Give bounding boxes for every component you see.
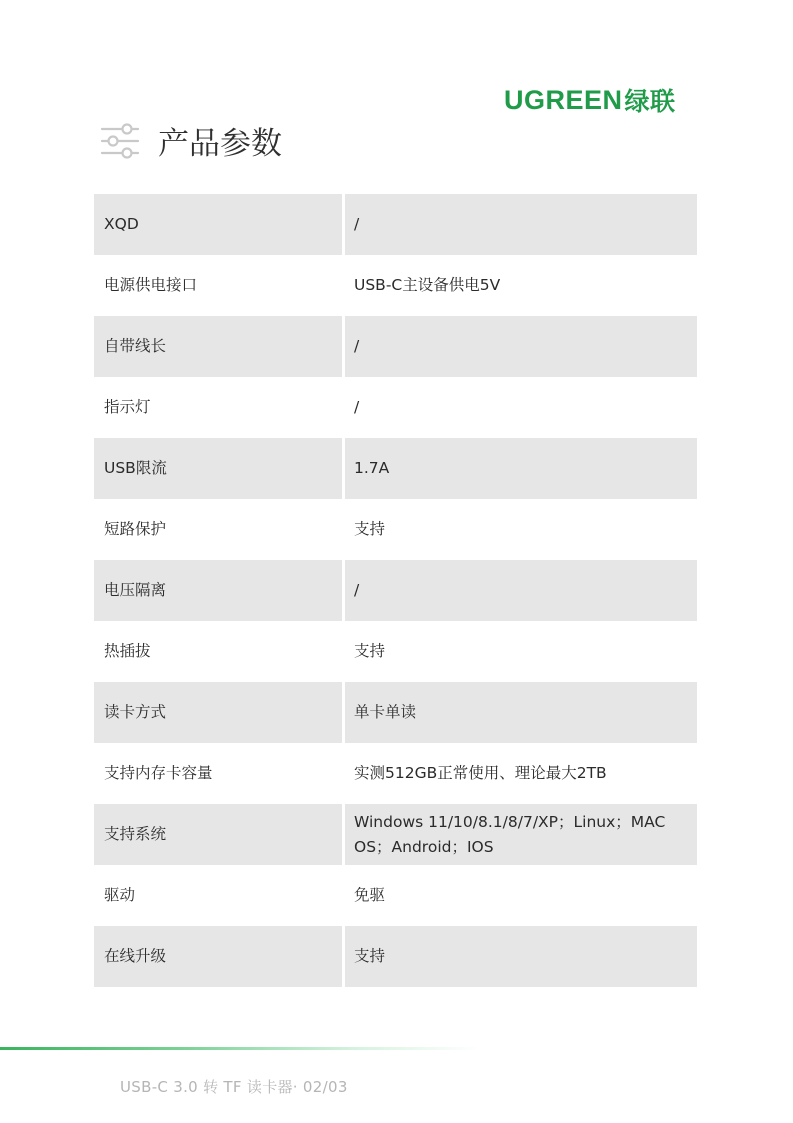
footer-divider [0, 1047, 480, 1050]
brand-logo [504, 84, 676, 116]
spec-value: Windows 11/10/8.1/8/7/XP；Linux；MAC OS；Android；IOS [345, 804, 697, 865]
spec-value: 1.7A [345, 438, 697, 499]
brand-name-cn: 绿联 [624, 87, 676, 116]
table-row [94, 621, 697, 682]
page-title: 产品参数 [158, 126, 282, 162]
spec-key: USB限流 [94, 438, 342, 499]
table-row [94, 560, 697, 621]
table-row [94, 316, 697, 377]
spec-value: 支持 [345, 926, 697, 987]
spec-value: 支持 [354, 642, 386, 660]
spec-key: 短路保护 [104, 520, 167, 538]
table-row [94, 255, 697, 316]
spec-key: 在线升级 [94, 926, 342, 987]
spec-value: / [345, 316, 697, 377]
table-row [94, 438, 697, 499]
spec-value: / [354, 398, 360, 416]
spec-value: 单卡单读 [345, 682, 697, 743]
table-row [94, 194, 697, 255]
table-row [94, 926, 697, 987]
spec-key: XQD [94, 194, 342, 255]
sliders-icon [100, 121, 140, 161]
spec-key: 支持内存卡容量 [104, 764, 213, 782]
spec-value: 支持 [354, 520, 386, 538]
table-row [94, 377, 697, 438]
spec-value: / [345, 194, 697, 255]
table-row [94, 865, 697, 926]
spec-key: 电压隔离 [94, 560, 342, 621]
brand-name-en: UGREEN [504, 84, 623, 115]
table-row [94, 499, 697, 560]
spec-value: 实测512GB正常使用、理论最大2TB [354, 764, 607, 782]
spec-value: 免驱 [354, 886, 386, 904]
spec-key: 指示灯 [104, 398, 151, 416]
spec-key: 电源供电接口 [104, 276, 198, 294]
spec-key: 驱动 [104, 886, 136, 904]
table-row [94, 743, 697, 804]
spec-key: 支持系统 [94, 804, 342, 865]
table-row [94, 804, 697, 865]
spec-value: USB-C主设备供电5V [354, 276, 501, 294]
footer-caption: USB-C 3.0 转 TF 读卡器· 02/03 [120, 1078, 348, 1096]
table-row [94, 682, 697, 743]
spec-value: / [345, 560, 697, 621]
page-header [100, 118, 282, 163]
spec-key: 读卡方式 [94, 682, 342, 743]
spec-table [94, 194, 697, 987]
spec-key: 热插拔 [104, 642, 151, 660]
spec-key: 自带线长 [94, 316, 342, 377]
